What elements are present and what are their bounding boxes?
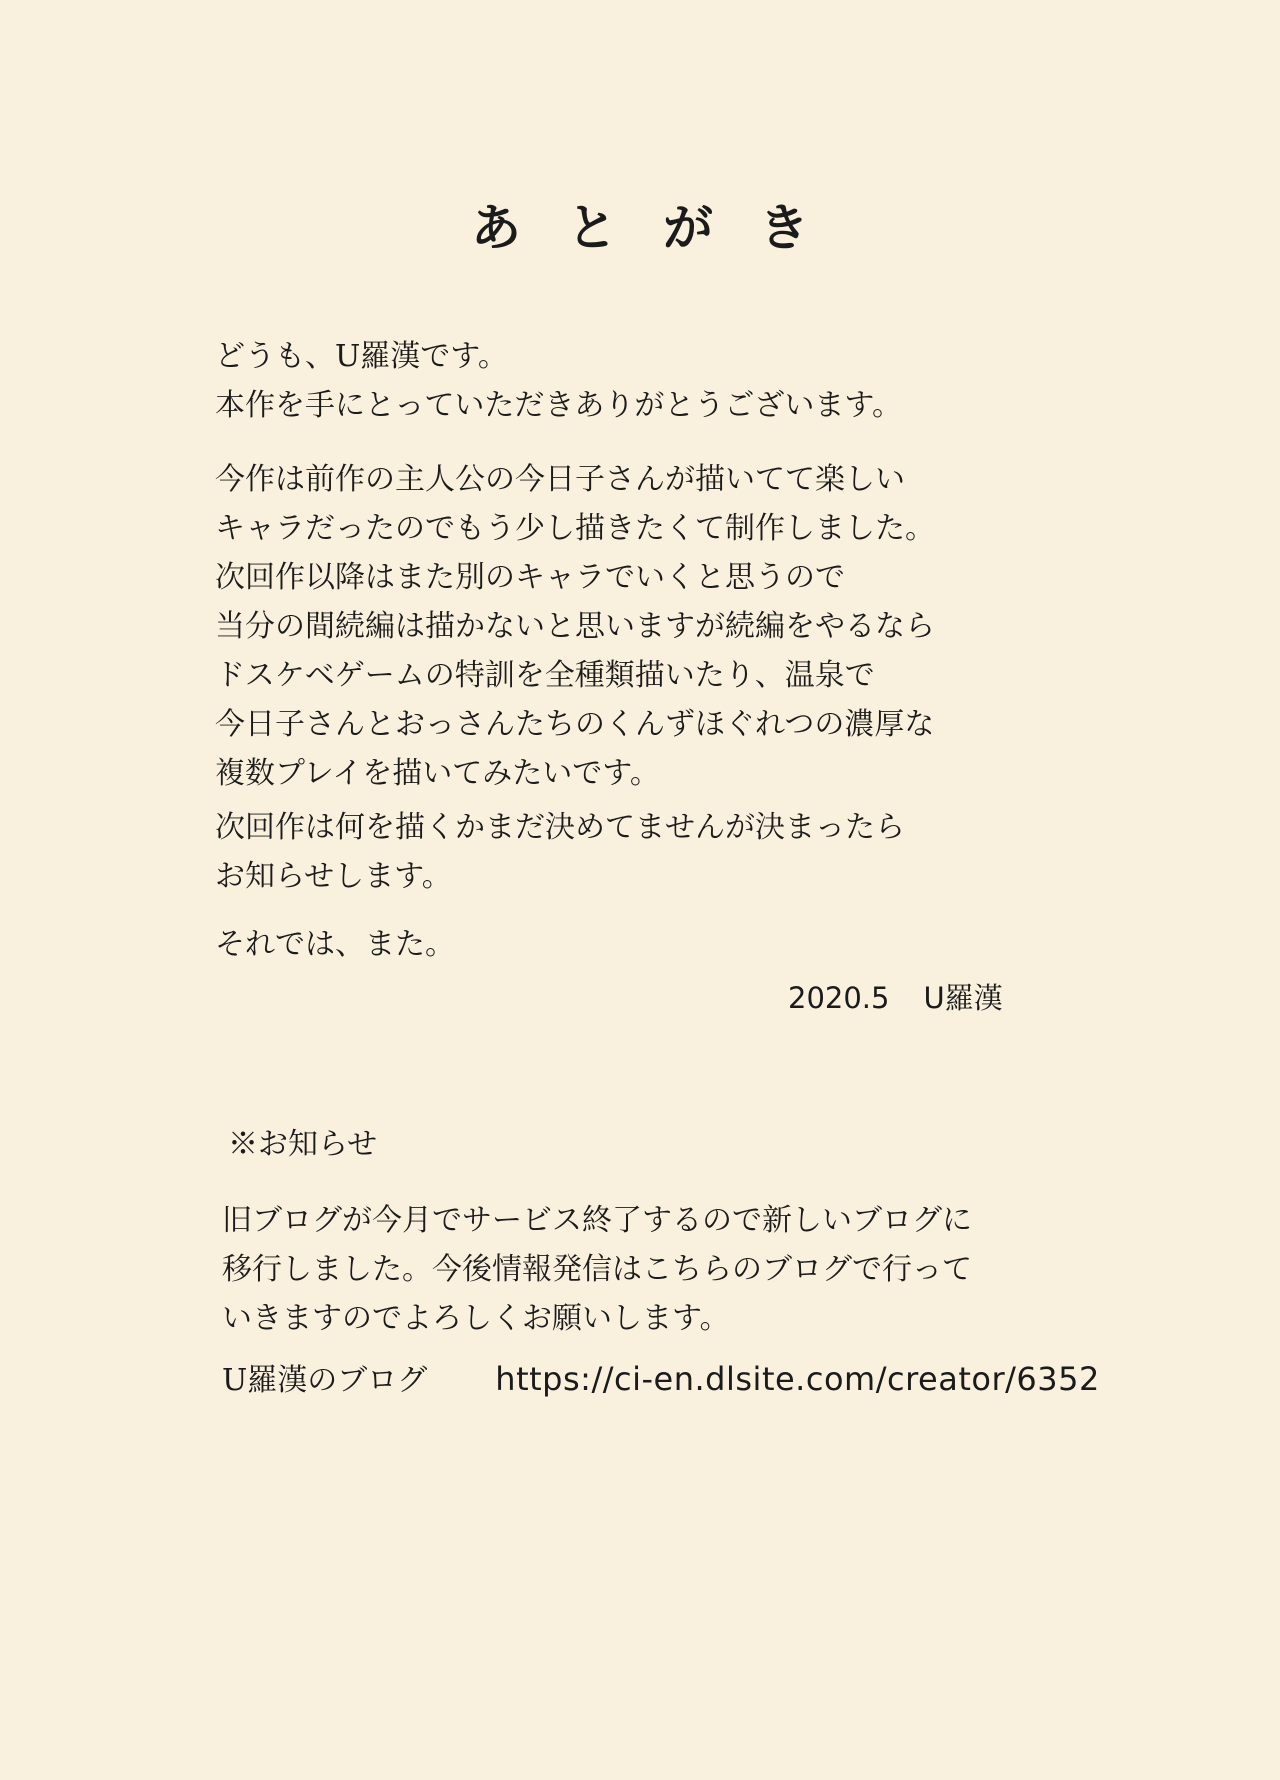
body-line: お知らせします。 bbox=[215, 859, 452, 894]
blog-url: https://ci-en.dlsite.com/creator/6352 bbox=[495, 1360, 1100, 1398]
closing-line bbox=[215, 920, 455, 969]
signature bbox=[788, 974, 1003, 1023]
blog-row bbox=[222, 1355, 1100, 1405]
body-line: キャラだったのでもう少し描きたくて制作しました。 bbox=[215, 511, 935, 546]
blog-label: U羅漢のブログ bbox=[222, 1363, 428, 1398]
body-line: ドスケベゲームの特訓を全種類描いたり、温泉で bbox=[215, 658, 875, 693]
body-line: 次回作以降はまた別のキャラでいくと思うので bbox=[215, 560, 845, 595]
body-line: 移行しました。今後情報発信はこちらのブログで行って bbox=[222, 1252, 972, 1287]
body-line: 旧ブログが今月でサービス終了するので新しいブログに bbox=[222, 1203, 972, 1238]
body-line: 当分の間続編は描かないと思いますが続編をやるなら bbox=[215, 609, 935, 644]
next-work-paragraph bbox=[215, 803, 905, 901]
signature-date: 2020.5 bbox=[788, 981, 890, 1015]
greeting-line: 本作を手にとっていただきありがとうございます。 bbox=[215, 388, 902, 423]
page-title: あとがき bbox=[471, 198, 855, 257]
body-line: 次回作は何を描くかまだ決めてませんが決まったら bbox=[215, 810, 905, 845]
heading-line: ※お知らせ bbox=[228, 1127, 378, 1162]
body-line: いきますのでよろしくお願いします。 bbox=[222, 1301, 730, 1336]
body-line: 複数プレイを描いてみたいです。 bbox=[215, 756, 660, 791]
announcement-heading bbox=[228, 1120, 377, 1169]
greeting-line: どうも、U羅漢です。 bbox=[215, 339, 508, 374]
signature-author: U羅漢 bbox=[923, 981, 1003, 1015]
main-paragraph bbox=[215, 455, 935, 798]
body-line: 今作は前作の主人公の今日子さんが描いてて楽しい bbox=[215, 462, 905, 497]
body-line: 今日子さんとおっさんたちのくんずほぐれつの濃厚な bbox=[215, 707, 935, 742]
greeting-paragraph bbox=[215, 332, 902, 430]
body-line: それでは、また。 bbox=[215, 927, 455, 962]
announcement-paragraph bbox=[222, 1196, 972, 1343]
